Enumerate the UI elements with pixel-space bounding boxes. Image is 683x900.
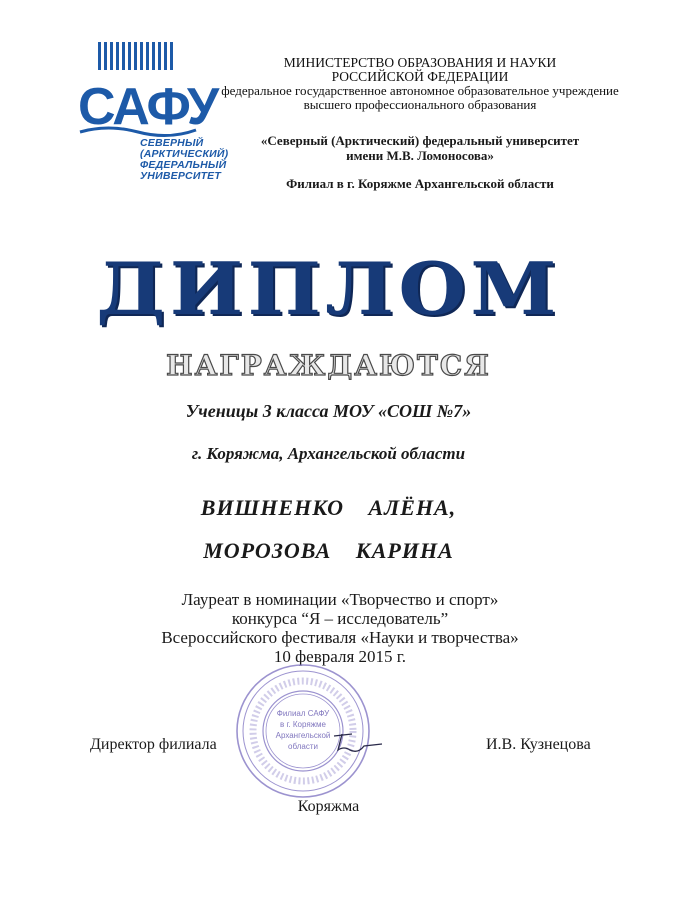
stamp-text-line: области	[288, 742, 318, 751]
stamp-text-line: Филиал САФУ	[276, 709, 330, 718]
awardee-class: Ученицы 3 класса МОУ «СОШ №7»	[185, 401, 472, 421]
ministry-line: МИНИСТЕРСТВО ОБРАЗОВАНИЯ И НАУКИ	[283, 55, 557, 70]
education-level-line: высшего профессионального образования	[303, 97, 537, 112]
federation-line: РОССИЙСКОЙ ФЕДЕРАЦИИ	[331, 69, 509, 84]
nomination-line: Лауреат в номинации «Творчество и спорт»	[181, 590, 499, 609]
university-name	[238, 133, 602, 163]
logo-mark: САФУ	[78, 78, 218, 136]
awardee-city: г. Коряжма, Архангельской области	[191, 444, 466, 463]
branch-name: Филиал в г. Коряжме Архангельской области	[286, 176, 554, 191]
director-position: Директор филиала	[90, 736, 217, 753]
stamp-text-line: в г. Коряжме	[280, 720, 326, 729]
university-line: «Северный (Арктический) федеральный университет	[260, 133, 580, 148]
awardee-name-1: ВИШНЕНКО АЛЁНА,	[200, 495, 457, 520]
director-name: И.В. Кузнецова	[486, 736, 591, 753]
logo-name-line: СЕВЕРНЫЙ	[140, 137, 204, 149]
ministry-header	[220, 56, 620, 112]
diploma-title: ДИПЛОМ	[96, 246, 561, 331]
contest-line: конкурса “Я – исследователь”	[231, 609, 449, 628]
university-line: имени М.В. Ломоносова»	[346, 148, 494, 163]
institution-type-line: федеральное государственное автономное образовательное учреждение	[221, 83, 619, 98]
awarded-subtitle: НАГРАЖДАЮТСЯ	[166, 349, 491, 382]
logo-name-line: УНИВЕРСИТЕТ	[140, 170, 222, 182]
awardee-name-2: МОРОЗОВА КАРИНА	[203, 538, 454, 563]
laureate-text	[100, 590, 580, 666]
logo-name-line: ФЕДЕРАЛЬНЫЙ	[140, 159, 227, 171]
logo-university-name	[140, 137, 229, 182]
place-name: Коряжма	[297, 798, 360, 815]
logo-name-line: (АРКТИЧЕСКИЙ)	[140, 148, 229, 160]
festival-line: Всероссийского фестиваля «Науки и творчества»	[161, 628, 519, 647]
award-date: 10 февраля 2015 г.	[273, 647, 407, 666]
stamp-text-line: Архангельской	[275, 731, 331, 740]
handwritten-signature	[330, 728, 390, 756]
